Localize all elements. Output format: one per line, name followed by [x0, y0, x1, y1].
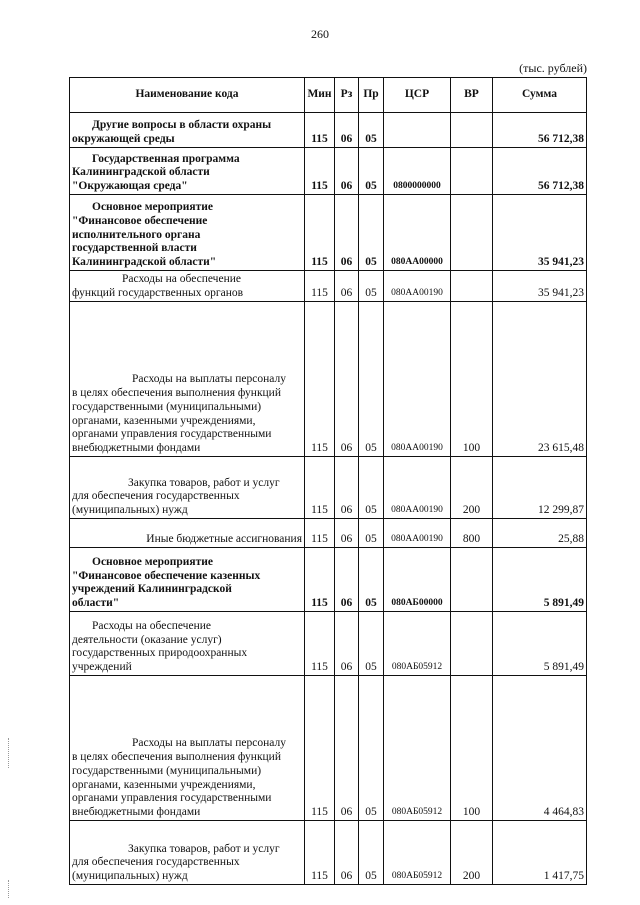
row-name-line: "Финансовое обеспечение казенных	[72, 569, 261, 582]
row-name	[70, 676, 305, 821]
cell-rz: 06	[335, 302, 359, 457]
header-rz: Рз	[335, 78, 359, 113]
cell-pr: 05	[359, 457, 384, 519]
cell-rz: 06	[335, 821, 359, 885]
row-name	[70, 519, 305, 548]
row-name-line: функций государственных органов	[72, 287, 244, 300]
row-name-line: Расходы на обеспечение	[92, 619, 211, 632]
cell-pr: 05	[359, 195, 384, 271]
cell-sum: 23 615,48	[493, 302, 587, 457]
row-name	[70, 821, 305, 885]
row-name-line: Расходы на обеспечение	[122, 273, 241, 286]
table-row	[70, 195, 587, 271]
row-name-line: внебюджетными фондами	[72, 442, 201, 455]
row-name-line: государственными (муниципальными)	[72, 764, 262, 777]
cell-pr: 05	[359, 519, 384, 548]
row-name-line: для обеспечения государственных	[72, 490, 240, 503]
cell-csr: 080АА00190	[384, 457, 451, 519]
row-name-line: Расходы на выплаты персоналу	[132, 737, 286, 750]
row-name-line: Основное мероприятие	[92, 555, 214, 568]
row-name	[70, 195, 305, 271]
cell-min: 115	[305, 676, 335, 821]
cell-min: 115	[305, 271, 335, 302]
cell-rz: 06	[335, 148, 359, 195]
row-name	[70, 612, 305, 676]
budget-table	[69, 77, 587, 885]
header-csr: ЦСР	[384, 78, 451, 113]
cell-pr: 05	[359, 148, 384, 195]
page-number: 260	[311, 27, 329, 41]
row-name-line: органами управления государственными	[72, 428, 272, 441]
cell-csr	[384, 113, 451, 148]
cell-sum: 25,88	[493, 519, 587, 548]
cell-pr: 05	[359, 821, 384, 885]
row-name-line: Закупка товаров, работ и услуг	[128, 842, 280, 855]
row-name-line: Калининградской области"	[72, 256, 217, 269]
cell-pr: 05	[359, 612, 384, 676]
table-row	[70, 271, 587, 302]
table-row	[70, 457, 587, 519]
row-name-line: для обеспечения государственных	[72, 856, 240, 869]
row-name	[70, 148, 305, 195]
cell-vr: 100	[451, 302, 493, 457]
cell-vr: 200	[451, 821, 493, 885]
cell-csr: 080АБ05912	[384, 676, 451, 821]
cell-rz: 06	[335, 519, 359, 548]
table-row	[70, 302, 587, 457]
row-name-line: Расходы на выплаты персоналу	[132, 373, 286, 386]
row-name-line: в целях обеспечения выполнения функций	[72, 751, 281, 764]
cell-vr	[451, 195, 493, 271]
cell-sum: 35 941,23	[493, 195, 587, 271]
table-row	[70, 612, 587, 676]
cell-min: 115	[305, 302, 335, 457]
cell-min: 115	[305, 457, 335, 519]
cell-rz: 06	[335, 612, 359, 676]
table-header-row	[70, 78, 587, 113]
row-name	[70, 302, 305, 457]
cell-csr: 080АА00190	[384, 302, 451, 457]
header-min: Мин	[305, 78, 335, 113]
cell-vr	[451, 612, 493, 676]
units-label: (тыс. рублей)	[519, 61, 587, 75]
row-name-line: Другие вопросы в области охраны	[92, 119, 272, 132]
cell-pr: 05	[359, 271, 384, 302]
scan-mark	[8, 880, 9, 898]
cell-csr: 080АБ00000	[384, 548, 451, 612]
row-name	[70, 271, 305, 302]
row-name-line: деятельности (оказание услуг)	[72, 633, 222, 646]
cell-sum: 35 941,23	[493, 271, 587, 302]
cell-rz: 06	[335, 548, 359, 612]
cell-sum: 56 712,38	[493, 148, 587, 195]
row-name	[70, 113, 305, 148]
cell-min: 115	[305, 519, 335, 548]
row-name-line: Основное мероприятие	[92, 201, 214, 214]
cell-pr: 05	[359, 113, 384, 148]
row-name-line: Калининградской области	[72, 166, 210, 179]
row-name-line: государственными (муниципальными)	[72, 400, 262, 413]
cell-pr: 05	[359, 548, 384, 612]
cell-vr: 200	[451, 457, 493, 519]
header-vr: ВР	[451, 78, 493, 113]
table-row	[70, 148, 587, 195]
cell-rz: 06	[335, 113, 359, 148]
table-row	[70, 548, 587, 612]
row-name-line: Государственная программа	[92, 152, 240, 165]
row-name-line: окружающей среды	[72, 133, 175, 146]
cell-csr: 080АА00000	[384, 195, 451, 271]
row-name-line: органами, казенными учреждениями,	[72, 778, 256, 791]
cell-csr: 080АА00190	[384, 271, 451, 302]
cell-rz: 06	[335, 457, 359, 519]
cell-csr: 080АБ05912	[384, 612, 451, 676]
row-name-line: Иные бюджетные ассигнования	[146, 533, 302, 546]
row-name-line: "Финансовое обеспечение	[72, 214, 208, 227]
cell-vr: 800	[451, 519, 493, 548]
cell-vr: 100	[451, 676, 493, 821]
row-name-line: учреждений Калининградской	[72, 583, 232, 596]
cell-csr: 0800000000	[384, 148, 451, 195]
row-name-line: органами управления государственными	[72, 792, 272, 805]
header-pr: Пр	[359, 78, 384, 113]
cell-csr: 080АБ05912	[384, 821, 451, 885]
cell-rz: 06	[335, 271, 359, 302]
row-name-line: Закупка товаров, работ и услуг	[128, 476, 280, 489]
row-name	[70, 457, 305, 519]
row-name-line: государственных природоохранных	[72, 647, 248, 660]
row-name-line: учреждений	[72, 661, 132, 674]
table-row	[70, 519, 587, 548]
cell-rz: 06	[335, 676, 359, 821]
scan-mark	[8, 738, 9, 768]
row-name-line: (муниципальных) нужд	[72, 870, 188, 883]
row-name-line: государственной власти	[72, 242, 197, 255]
cell-vr	[451, 548, 493, 612]
row-name	[70, 548, 305, 612]
cell-pr: 05	[359, 302, 384, 457]
table-body	[70, 113, 587, 885]
cell-min: 115	[305, 113, 335, 148]
table-row	[70, 113, 587, 148]
cell-vr	[451, 113, 493, 148]
cell-min: 115	[305, 612, 335, 676]
cell-vr	[451, 271, 493, 302]
cell-min: 115	[305, 821, 335, 885]
row-name-line: области"	[72, 597, 120, 610]
cell-pr: 05	[359, 676, 384, 821]
row-name-line: исполнительного органа	[72, 228, 201, 241]
cell-min: 115	[305, 195, 335, 271]
cell-sum: 12 299,87	[493, 457, 587, 519]
table-row	[70, 821, 587, 885]
cell-sum: 56 712,38	[493, 113, 587, 148]
cell-min: 115	[305, 148, 335, 195]
cell-sum: 4 464,83	[493, 676, 587, 821]
row-name-line: внебюджетными фондами	[72, 806, 201, 819]
row-name-line: (муниципальных) нужд	[72, 504, 188, 517]
table-row	[70, 676, 587, 821]
cell-vr	[451, 148, 493, 195]
cell-sum: 1 417,75	[493, 821, 587, 885]
cell-sum: 5 891,49	[493, 548, 587, 612]
cell-sum: 5 891,49	[493, 612, 587, 676]
row-name-line: в целях обеспечения выполнения функций	[72, 387, 281, 400]
cell-min: 115	[305, 548, 335, 612]
row-name-line: органами, казенными учреждениями,	[72, 414, 256, 427]
header-sum: Сумма	[493, 78, 587, 113]
header-name: Наименование кода	[70, 78, 305, 113]
cell-csr: 080АА00190	[384, 519, 451, 548]
cell-rz: 06	[335, 195, 359, 271]
row-name-line: "Окружающая среда"	[72, 180, 188, 193]
